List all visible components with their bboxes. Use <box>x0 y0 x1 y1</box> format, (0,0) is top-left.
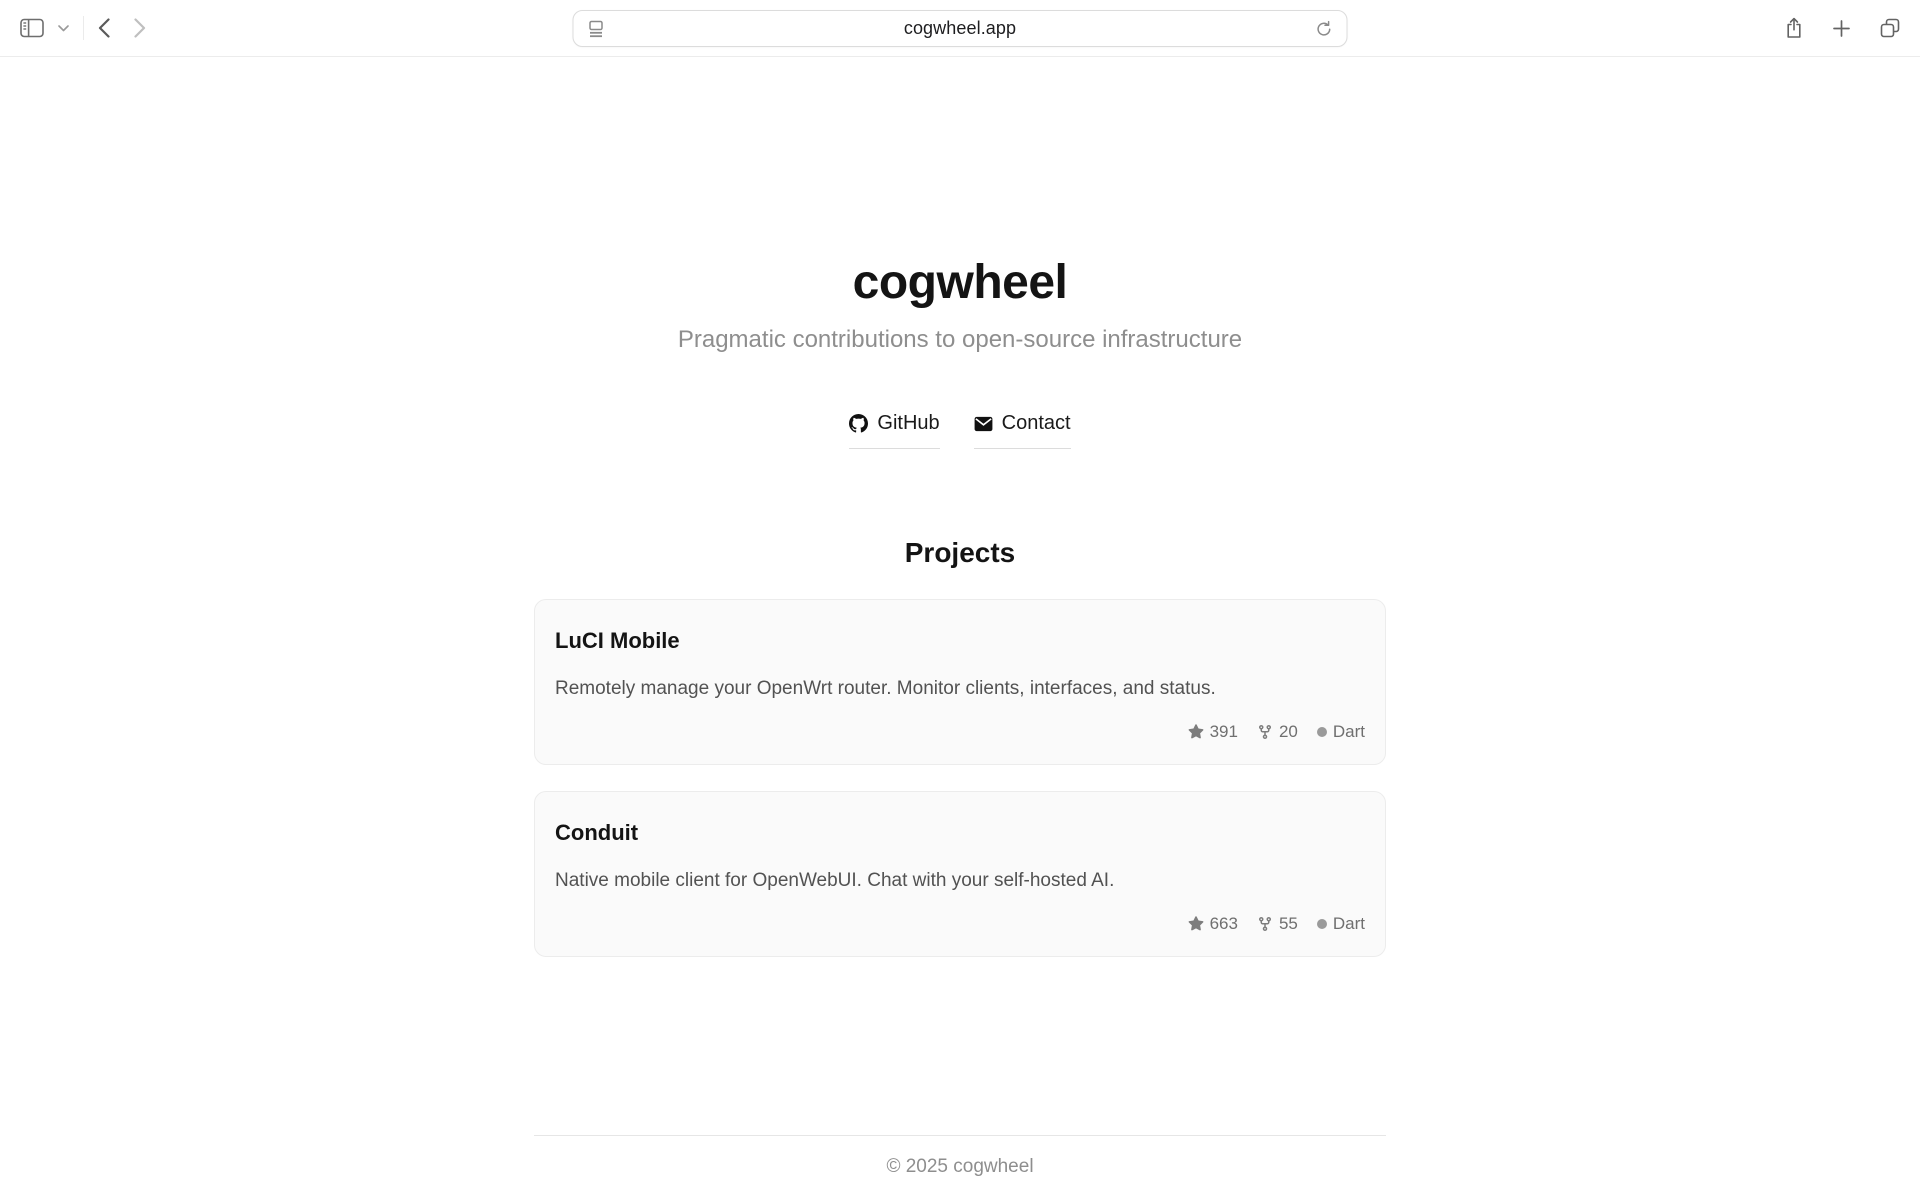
fork-icon <box>1257 916 1273 932</box>
stars-count: 391 <box>1209 722 1238 741</box>
sidebar-toggle-icon <box>20 18 44 38</box>
chevron-right-icon <box>134 18 146 38</box>
tabs-icon <box>1880 18 1900 38</box>
forks-stat <box>1257 914 1298 934</box>
share-icon <box>1785 17 1803 39</box>
project-card[interactable] <box>534 599 1386 765</box>
forward-button[interactable] <box>130 14 150 42</box>
github-link-label: GitHub <box>877 412 940 434</box>
language-dot-icon <box>1317 919 1327 929</box>
github-link[interactable] <box>849 412 939 449</box>
footer <box>0 1135 1920 1200</box>
fork-icon <box>1257 724 1273 740</box>
chevron-left-icon <box>98 18 110 38</box>
project-title: Conduit <box>555 820 639 845</box>
hero-links <box>534 412 1386 449</box>
url-field[interactable]: cogwheel.app <box>903 18 1017 38</box>
stars-count: 663 <box>1209 914 1238 933</box>
stars-stat <box>1188 914 1238 934</box>
sidebar-disclosure-button[interactable] <box>54 21 73 36</box>
project-description: Native mobile client for OpenWebUI. Chat with your self-hosted AI. <box>555 870 1115 891</box>
project-card[interactable] <box>534 791 1386 957</box>
plus-icon <box>1833 20 1850 37</box>
stars-stat <box>1188 722 1238 742</box>
address-bar[interactable] <box>573 10 1348 47</box>
forks-stat <box>1257 722 1298 742</box>
contact-link[interactable] <box>974 412 1071 449</box>
language-stat <box>1317 722 1365 742</box>
projects-section <box>534 537 1386 957</box>
new-tab-button[interactable] <box>1829 16 1854 41</box>
tab-overview-button[interactable] <box>1876 14 1904 42</box>
chevron-down-icon <box>58 25 69 32</box>
reader-view-button[interactable] <box>584 16 609 42</box>
page-body <box>0 57 1920 1200</box>
project-stats <box>555 722 1365 742</box>
star-icon <box>1188 724 1204 740</box>
language-stat <box>1317 914 1365 934</box>
project-title: LuCI Mobile <box>555 628 680 653</box>
language-label: Dart <box>1332 914 1365 933</box>
hero-section <box>534 255 1386 449</box>
share-button[interactable] <box>1781 13 1807 43</box>
back-button[interactable] <box>94 14 114 42</box>
reload-button[interactable] <box>1312 16 1337 42</box>
footer-divider <box>534 1135 1386 1136</box>
browser-toolbar <box>0 0 1920 57</box>
copyright-text: © 2025 cogwheel <box>886 1156 1034 1177</box>
sidebar-toggle-button[interactable] <box>16 14 48 42</box>
site-title: cogwheel <box>852 256 1068 309</box>
project-description: Remotely manage your OpenWrt router. Monitor clients, interfaces, and status. <box>555 678 1216 699</box>
forks-count: 55 <box>1278 914 1298 933</box>
toolbar-separator <box>83 16 84 40</box>
language-label: Dart <box>1332 722 1365 741</box>
site-tagline: Pragmatic contributions to open-source infrastructure <box>677 326 1243 353</box>
reload-icon <box>1316 20 1333 38</box>
reader-view-icon <box>588 20 605 38</box>
language-dot-icon <box>1317 727 1327 737</box>
projects-heading: Projects <box>904 537 1016 568</box>
mail-icon <box>974 416 993 432</box>
project-stats <box>555 914 1365 934</box>
project-cards <box>534 599 1386 957</box>
star-icon <box>1188 916 1204 932</box>
contact-link-label: Contact <box>1001 412 1071 434</box>
github-icon <box>849 414 868 433</box>
forks-count: 20 <box>1278 722 1298 741</box>
